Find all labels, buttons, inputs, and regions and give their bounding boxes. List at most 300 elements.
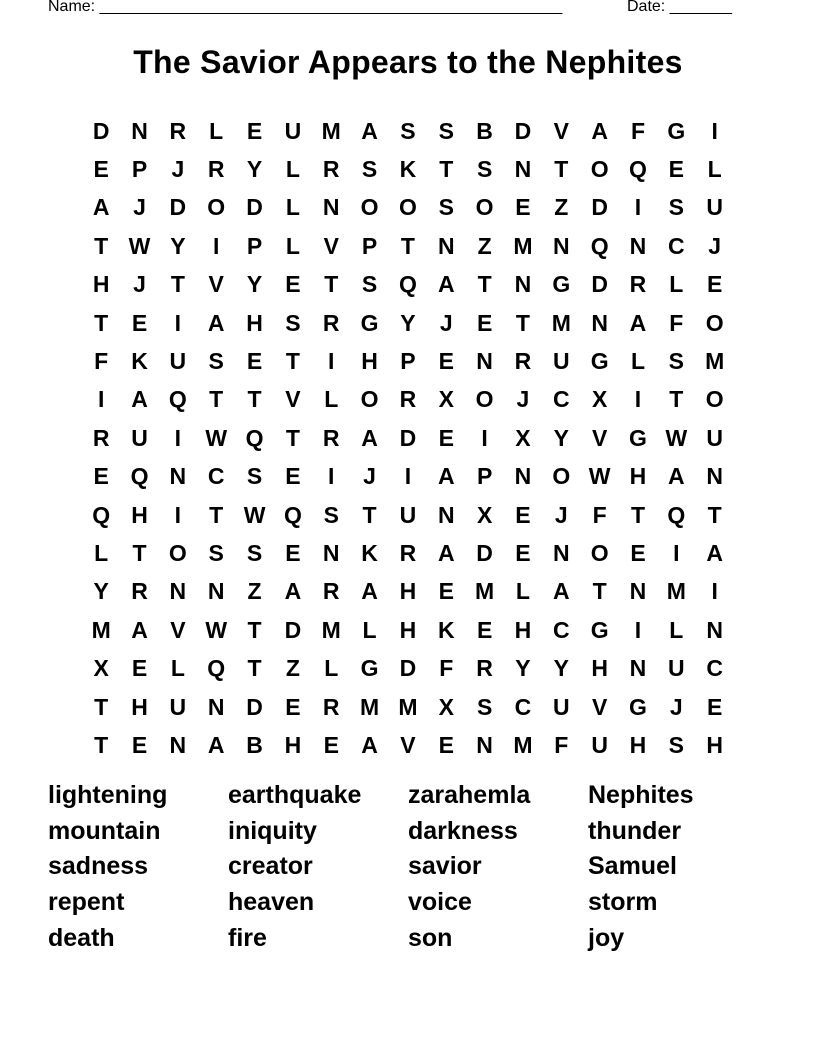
grid-letter: N [514,271,532,298]
grid-letter: E [246,117,263,144]
grid-letter: Q [92,501,111,528]
grid-letter: G [629,424,647,451]
grid-letter: Q [245,424,264,451]
grid-letter: E [323,731,339,758]
grid-letter: C [706,655,723,682]
grid-letter: E [131,309,148,336]
grid-letter: E [476,309,493,336]
grid-letter: R [514,348,532,375]
grid-letter: R [207,156,225,183]
grid-letter: E [515,501,531,528]
grid-letter: E [131,655,148,682]
grid-letter: W [205,616,228,643]
grid-letter: S [668,194,684,221]
grid-letter: H [131,501,148,528]
grid-letter: D [591,271,608,298]
grid-letter: G [590,616,609,643]
page-title: The Savior Appears to the Nephites [133,44,683,80]
search-word: creator [228,852,313,881]
grid-letter: A [361,731,378,758]
grid-letter: Y [553,424,569,451]
grid-letter: S [208,348,224,375]
grid-letter: L [209,117,224,144]
grid-letter: O [590,156,609,183]
grid-letter: V [323,232,339,259]
grid-letter: E [630,539,646,566]
date-field-label: Date: _______ [627,0,732,15]
grid-letter: F [669,309,684,336]
grid-letter: W [665,424,688,451]
grid-letter: J [363,463,376,490]
grid-row [82,304,734,342]
grid-row [82,266,734,304]
grid-letter: T [94,309,109,336]
grid-letter: Y [553,655,569,682]
grid-letter: U [706,424,723,451]
grid-letter: G [360,309,379,336]
grid-letter: L [324,386,339,413]
grid-letter: A [437,463,455,490]
grid-letter: H [629,463,647,490]
grid-letter: A [284,578,302,605]
grid-letter: Q [629,156,647,183]
grid-letter: T [285,348,300,375]
grid-row [82,611,734,649]
grid-letter: A [706,539,723,566]
grid-letter: V [400,731,416,758]
grid-letter: U [706,194,723,221]
search-word: repent [48,888,125,917]
grid-letter: R [629,271,647,298]
grid-letter: R [322,156,340,183]
grid-letter: D [92,117,110,144]
grid-letter: S [438,117,454,144]
grid-letter: E [476,616,493,643]
grid-letter: Y [246,271,263,298]
grid-letter: C [552,616,570,643]
grid-letter: P [246,232,263,259]
grid-letter: Z [285,655,300,682]
grid-letter: S [285,309,301,336]
grid-letter: U [169,693,187,720]
grid-letter: R [322,309,340,336]
grid-letter: H [399,616,417,643]
grid-letter: R [476,655,493,682]
word-list [48,778,768,956]
grid-letter: E [707,693,723,720]
grid-letter: J [516,386,530,413]
grid-letter: G [552,271,571,298]
grid-letter: R [322,578,340,605]
grid-row [82,112,734,150]
grid-letter: S [246,539,263,566]
grid-letter: U [668,655,685,682]
grid-letter: O [705,386,724,413]
grid-letter: D [246,693,263,720]
search-word: voice [408,888,472,917]
grid-letter: Y [246,156,263,183]
grid-letter: F [554,731,569,758]
grid-letter: V [553,117,569,144]
grid-letter: I [634,194,642,221]
grid-letter: N [207,693,225,720]
grid-letter: H [361,348,378,375]
grid-letter: G [360,655,379,682]
grid-letter: M [475,578,495,605]
grid-letter: M [705,348,725,375]
grid-row [82,496,734,534]
grid-row [82,150,734,188]
grid-row [82,726,734,764]
grid-letter: G [629,693,647,720]
grid-letter: C [552,386,570,413]
grid-letter: J [439,309,453,336]
grid-letter: A [131,386,148,413]
grid-letter: K [399,156,417,183]
search-word: Nephites [588,781,694,810]
grid-letter: P [131,156,148,183]
grid-letter: A [361,424,378,451]
grid-letter: A [361,117,378,144]
grid-letter: I [481,424,488,451]
grid-letter: F [439,655,454,682]
word-list-row [48,849,768,885]
grid-letter: M [513,731,533,758]
search-word: iniquity [228,816,317,845]
grid-letter: X [438,693,454,720]
grid-letter: T [94,693,109,720]
grid-letter: A [437,271,455,298]
grid-letter: R [399,539,417,566]
grid-letter: E [93,463,109,490]
grid-letter: X [515,424,531,451]
grid-letter: T [324,271,339,298]
grid-letter: D [399,655,417,682]
word-list-row [48,814,768,850]
grid-letter: I [404,463,412,490]
grid-letter: D [169,194,187,221]
grid-letter: J [554,501,568,528]
grid-letter: U [399,501,417,528]
grid-letter: I [174,501,182,528]
grid-letter: N [514,156,532,183]
grid-letter: Y [515,655,531,682]
grid-letter: H [399,578,417,605]
grid-letter: A [552,578,570,605]
grid-letter: P [400,348,416,375]
grid-letter: R [92,424,110,451]
grid-letter: H [131,693,148,720]
grid-letter: I [634,616,642,643]
grid-letter: L [669,616,684,643]
grid-letter: S [438,194,454,221]
grid-letter: U [591,731,608,758]
grid-letter: O [475,386,494,413]
grid-letter: E [438,348,454,375]
grid-letter: O [207,194,226,221]
grid-letter: Q [168,386,187,413]
grid-letter: Z [554,194,569,221]
grid-letter: S [246,463,263,490]
grid-letter: T [592,578,607,605]
grid-letter: H [92,271,110,298]
grid-letter: O [168,539,187,566]
grid-letter: S [208,539,224,566]
grid-letter: R [169,117,187,144]
grid-letter: E [668,156,684,183]
grid-letter: L [515,578,530,605]
grid-letter: A [361,578,378,605]
grid-letter: A [437,539,455,566]
grid-letter: X [438,386,454,413]
grid-letter: I [328,348,335,375]
search-word: sadness [48,852,149,881]
grid-letter: L [630,348,646,375]
grid-letter: I [328,463,335,490]
grid-letter: T [477,271,492,298]
grid-letter: J [171,156,185,183]
grid-letter: A [131,616,148,643]
grid-letter: O [552,463,571,490]
grid-letter: T [400,232,415,259]
grid-letter: D [591,194,608,221]
grid-letter: V [208,271,224,298]
grid-letter: T [285,424,300,451]
grid-letter: N [629,655,647,682]
grid-letter: L [285,156,300,183]
grid-letter: Q [667,501,686,528]
grid-letter: T [630,501,646,528]
grid-letter: M [398,693,418,720]
grid-letter: K [131,348,148,375]
grid-letter: X [476,501,493,528]
grid-letter: P [361,232,378,259]
grid-letter: D [514,117,532,144]
grid-letter: O [360,194,379,221]
grid-letter: W [205,424,228,451]
grid-letter: E [515,194,531,221]
grid-letter: N [591,309,608,336]
grid-letter: V [285,386,301,413]
name-field-label: Name: ____________________________________________________ [48,0,563,15]
grid-letter: Q [207,655,226,682]
grid-letter: F [94,348,109,375]
grid-letter: N [552,539,570,566]
grid-letter: N [706,616,723,643]
grid-letter: A [207,731,225,758]
grid-letter: C [207,463,225,490]
grid-row [82,458,734,496]
search-word: joy [588,923,625,952]
grid-letter: T [94,232,109,259]
grid-row [82,649,734,687]
grid-letter: J [669,693,683,720]
grid-letter: S [361,271,378,298]
grid-letter: S [668,348,684,375]
grid-letter: M [551,309,571,336]
grid-letter: T [554,156,569,183]
grid-letter: G [590,348,609,375]
grid-letter: F [630,117,646,144]
grid-letter: R [399,386,417,413]
grid-letter: T [247,616,262,643]
grid-letter: P [476,463,493,490]
grid-letter: N [629,232,647,259]
grid-letter: E [285,271,301,298]
grid-letter: H [591,655,608,682]
grid-letter: N [169,731,187,758]
grid-letter: I [711,578,718,605]
grid-letter: O [590,539,609,566]
grid-letter: M [666,578,686,605]
grid-letter: E [438,424,454,451]
grid-row [82,688,734,726]
grid-letter: D [476,539,493,566]
grid-letter: Y [93,578,109,605]
grid-letter: O [360,386,379,413]
grid-letter: L [94,539,109,566]
grid-letter: L [285,232,300,259]
grid-letter: W [243,501,266,528]
search-word: storm [588,888,658,917]
grid-letter: H [629,731,647,758]
grid-letter: L [669,271,684,298]
grid-letter: L [362,616,377,643]
grid-letter: Q [283,501,302,528]
grid-letter: L [324,655,339,682]
grid-letter: L [170,655,185,682]
grid-letter: H [514,616,532,643]
grid-letter: N [552,232,570,259]
header-line [48,0,768,20]
search-word: thunder [588,816,682,845]
grid-letter: O [398,194,417,221]
word-list-row [48,920,768,956]
grid-letter: V [591,693,608,720]
grid-letter: S [476,156,493,183]
grid-letter: E [285,693,301,720]
grid-row [82,342,734,380]
grid-row [82,419,734,457]
grid-letter: T [247,655,262,682]
grid-letter: E [707,271,723,298]
search-word: son [408,923,453,952]
grid-letter: V [170,616,186,643]
grid-letter: H [284,731,302,758]
grid-letter: S [361,156,378,183]
grid-letter: E [246,348,263,375]
grid-letter: U [552,693,570,720]
grid-letter: Z [247,578,262,605]
search-word: darkness [408,816,518,845]
grid-letter: T [132,539,147,566]
grid-letter: I [174,309,182,336]
grid-letter: N [131,117,148,144]
grid-letter: K [437,616,455,643]
grid-letter: N [437,501,455,528]
word-list-row [48,885,768,921]
search-word: heaven [228,888,315,917]
grid-letter: V [591,424,608,451]
grid-letter: I [97,386,105,413]
search-word: savior [408,852,482,881]
grid-letter: C [514,693,532,720]
grid-letter: X [93,655,109,682]
grid-letter: I [673,539,680,566]
grid-letter: N [629,578,647,605]
search-word: fire [228,923,267,952]
grid-letter: A [92,194,110,221]
grid-letter: N [322,194,340,221]
grid-letter: L [707,156,722,183]
search-word: mountain [48,816,161,845]
grid-letter: Y [400,309,416,336]
grid-letter: N [207,578,225,605]
grid-letter: T [247,386,262,413]
grid-letter: H [706,731,723,758]
grid-row [82,573,734,611]
grid-letter: K [361,539,378,566]
grid-letter: I [634,386,642,413]
grid-letter: R [322,693,340,720]
grid-letter: A [591,117,608,144]
grid-letter: J [133,271,146,298]
grid-letter: U [284,117,302,144]
grid-row [82,227,734,265]
grid-letter: B [246,731,263,758]
grid-letter: O [475,194,494,221]
letter-grid [82,112,734,765]
grid-letter: E [93,156,109,183]
grid-letter: T [669,386,684,413]
grid-letter: T [94,731,109,758]
grid-letter: O [705,309,724,336]
grid-letter: E [438,731,454,758]
grid-letter: A [668,463,685,490]
grid-letter: N [322,539,340,566]
grid-letter: N [476,731,493,758]
word-list-row [48,778,768,814]
grid-letter: L [285,194,300,221]
grid-letter: R [131,578,148,605]
grid-letter: J [708,232,722,259]
grid-letter: I [711,117,718,144]
grid-letter: M [513,232,533,259]
search-word: zarahemla [408,781,531,810]
grid-letter: N [169,578,187,605]
grid-row [82,381,734,419]
grid-letter: M [321,616,341,643]
grid-letter: W [128,232,151,259]
grid-letter: T [515,309,530,336]
grid-letter: T [170,271,185,298]
grid-letter: N [169,463,187,490]
grid-letter: M [359,693,380,720]
grid-letter: N [476,348,493,375]
grid-letter: N [514,463,532,490]
grid-letter: Q [398,271,417,298]
grid-letter: D [246,194,263,221]
grid-letter: M [321,117,341,144]
grid-letter: M [91,616,111,643]
grid-letter: U [552,348,570,375]
grid-letter: S [400,117,416,144]
grid-letter: E [285,539,301,566]
grid-letter: Y [170,232,186,259]
grid-letter: T [707,501,722,528]
grid-letter: S [323,501,339,528]
search-word: lightening [48,781,168,810]
